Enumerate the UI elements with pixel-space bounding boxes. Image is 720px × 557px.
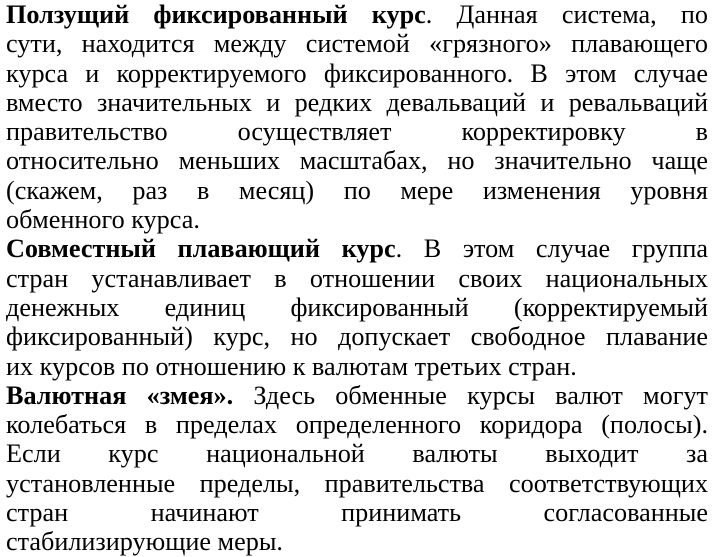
line-text: . Данная система, по bbox=[425, 0, 708, 29]
text-line: сути, находится между системой «грязного» плавающего bbox=[6, 29, 708, 59]
word: денежных bbox=[6, 292, 120, 322]
word: раз bbox=[132, 175, 168, 205]
text-line: относительно меньших масштабах, но значительно чаще bbox=[6, 146, 708, 176]
text-line bbox=[6, 176, 708, 205]
word: осуществляет bbox=[237, 117, 392, 147]
word: стран bbox=[6, 498, 69, 528]
text-line: курса и корректируемого фиксированного. В этом случае bbox=[6, 58, 708, 88]
word: Если bbox=[6, 439, 61, 469]
word: национальной bbox=[206, 439, 365, 469]
word: корректировку bbox=[461, 117, 626, 147]
term-heading: Ползущий фиксированный курс bbox=[6, 0, 426, 29]
word: месяц) bbox=[238, 175, 315, 205]
text-line: стран устанавливает в отношении своих национальных bbox=[6, 263, 708, 293]
word: согласованные bbox=[543, 498, 708, 528]
word: правительство bbox=[6, 117, 168, 147]
word: мере bbox=[400, 175, 454, 205]
text-line: колебаться в пределах определенного коридора (полосы). bbox=[6, 410, 708, 440]
text-line: их курсов по отношению к валютам третьих стран. bbox=[6, 351, 577, 381]
word: по bbox=[343, 175, 371, 205]
text-line bbox=[6, 117, 708, 146]
text-line: фиксированный) курс, но допускает свободное плавание bbox=[6, 322, 708, 352]
word: фиксированный bbox=[290, 292, 469, 322]
word: (скажем, bbox=[6, 175, 103, 205]
word: начинают bbox=[150, 498, 259, 528]
text-line bbox=[6, 0, 708, 29]
text-line: установленные пределы, правительства соответствующих bbox=[6, 468, 708, 498]
line-text: Здесь обменные курсы валют могут bbox=[233, 380, 708, 410]
word: (корректируемый bbox=[513, 292, 708, 322]
term-heading: Валютная «змея». bbox=[6, 380, 234, 410]
word: валюты bbox=[412, 439, 498, 469]
slide-text-body bbox=[6, 0, 708, 557]
paragraph-currency-snake bbox=[6, 381, 708, 557]
text-line: вместо значительных и редких девальваций и ревальваций bbox=[6, 87, 708, 117]
word: выходит bbox=[545, 439, 639, 469]
text-line bbox=[6, 498, 708, 527]
word: уровня bbox=[630, 175, 708, 205]
word: принимать bbox=[341, 498, 462, 528]
term-heading: Совместный плавающий курс bbox=[6, 234, 396, 264]
word: в bbox=[695, 117, 708, 147]
text-line bbox=[6, 381, 708, 410]
word: в bbox=[196, 175, 210, 205]
word: за bbox=[686, 439, 708, 469]
text-line: стабилизирующие меры. bbox=[6, 527, 283, 557]
text-line bbox=[6, 439, 708, 468]
paragraph-joint-float bbox=[6, 234, 708, 380]
word: единиц bbox=[164, 292, 246, 322]
paragraph-crawling-peg bbox=[6, 0, 708, 234]
text-line bbox=[6, 234, 708, 263]
line-text: . В этом случае группа bbox=[395, 234, 708, 264]
text-line: обменного курса. bbox=[6, 205, 200, 235]
word: курс bbox=[108, 439, 159, 469]
word: изменения bbox=[482, 175, 601, 205]
text-line bbox=[6, 293, 708, 322]
